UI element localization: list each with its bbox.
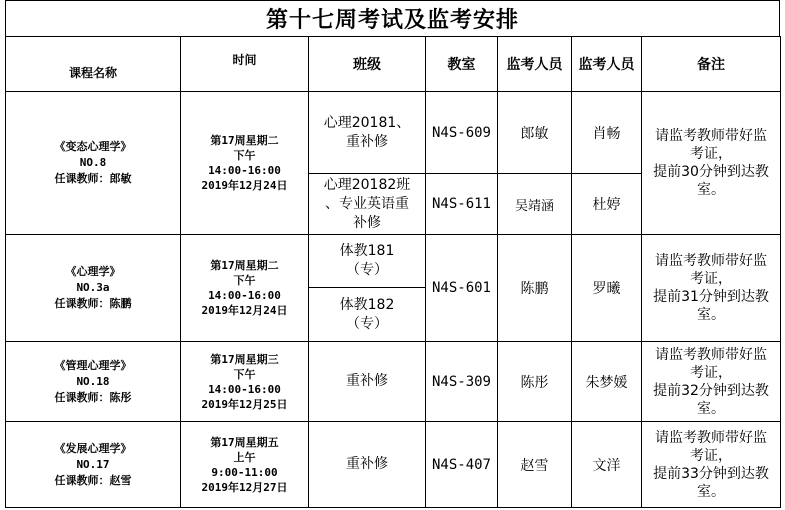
class-cell[interactable]: 重补修 <box>309 342 426 422</box>
time-week: 第17周星期五 <box>210 435 279 449</box>
course-name: 《变态心理学》 <box>54 140 132 153</box>
remark-line: 请监考教师带好监 <box>655 346 767 363</box>
class-line: 体教182 <box>339 296 395 313</box>
header-course[interactable]: 课程名称 <box>6 37 181 92</box>
table-row <box>6 92 781 174</box>
remark-line: 考证， <box>690 146 732 162</box>
invigilator-2-cell[interactable]: 肖畅 <box>572 92 642 174</box>
header-remark[interactable]: 备注 <box>642 37 781 92</box>
class-line: （专） <box>346 315 388 332</box>
remark-line: 提前31分钟到达教 <box>653 289 769 305</box>
time-period: 下午 <box>233 367 256 381</box>
remark-line: 请监考教师带好监 <box>655 253 767 269</box>
time-date: 2019年12月25日 <box>201 397 288 411</box>
exam-schedule-table <box>5 36 781 508</box>
time-date: 2019年12月24日 <box>201 304 288 317</box>
time-period: 上午 <box>233 450 256 464</box>
course-teacher: 任课教师：郎敏 <box>54 172 132 185</box>
course-name: 《发展心理学》 <box>54 441 132 455</box>
class-line: 、专业英语重 <box>325 195 409 212</box>
table-row <box>6 235 781 288</box>
invigilator-1-cell[interactable]: 郎敏 <box>498 92 572 174</box>
course-number: NO.8 <box>79 156 107 169</box>
remark-line: 考证， <box>690 447 732 464</box>
course-cell[interactable] <box>6 235 181 342</box>
invigilator-1-cell[interactable]: 吴靖涵 <box>498 174 572 235</box>
invigilator-1-cell[interactable]: 陈彤 <box>498 342 572 422</box>
remark-line: 提前30分钟到达教 <box>653 164 769 180</box>
course-cell[interactable] <box>6 422 181 508</box>
remark-line: 考证， <box>690 364 732 381</box>
course-teacher: 任课教师：陈鹏 <box>54 297 132 310</box>
class-line: 心理20182班 <box>323 176 411 193</box>
class-line: （专） <box>346 262 388 278</box>
time-week: 第17周星期二 <box>210 259 279 272</box>
course-cell[interactable] <box>6 92 181 235</box>
course-number: NO.18 <box>76 374 110 388</box>
remark-line: 提前32分钟到达教 <box>653 382 769 399</box>
invigilator-1-cell[interactable]: 赵雪 <box>498 422 572 508</box>
course-teacher: 任课教师：陈彤 <box>54 390 132 404</box>
time-period: 下午 <box>233 149 256 162</box>
invigilator-2-cell[interactable]: 杜婷 <box>572 174 642 235</box>
time-date: 2019年12月24日 <box>201 179 288 192</box>
time-week: 第17周星期二 <box>210 134 279 147</box>
room-cell[interactable]: N4S-609 <box>426 92 498 174</box>
time-cell[interactable] <box>181 422 309 508</box>
time-cell[interactable] <box>181 342 309 422</box>
remark-line: 室。 <box>697 400 725 417</box>
time-date: 2019年12月27日 <box>201 480 288 494</box>
table-row <box>6 342 781 422</box>
invigilator-2-cell[interactable]: 文洋 <box>572 422 642 508</box>
page-title: 第十七周考试及监考安排 <box>5 0 780 36</box>
remark-line: 室。 <box>697 182 725 198</box>
remark-cell[interactable] <box>642 342 781 422</box>
invigilator-2-cell[interactable]: 罗曦 <box>572 235 642 342</box>
class-line: 重补修 <box>346 133 388 150</box>
class-line: 体教181 <box>339 243 395 259</box>
room-cell[interactable]: N4S-601 <box>426 235 498 342</box>
room-cell[interactable]: N4S-407 <box>426 422 498 508</box>
header-invigilator-1[interactable]: 监考人员 <box>498 37 572 92</box>
time-range: 14:00-16:00 <box>208 164 281 177</box>
remark-line: 室。 <box>697 307 725 323</box>
remark-cell[interactable] <box>642 235 781 342</box>
remark-line: 提前33分钟到达教 <box>653 465 769 482</box>
class-cell[interactable] <box>309 288 426 342</box>
course-number: NO.3a <box>76 281 110 294</box>
header-row <box>6 37 781 92</box>
remark-cell[interactable] <box>642 92 781 235</box>
time-period: 下午 <box>233 274 256 287</box>
table-row <box>6 422 781 508</box>
room-cell[interactable]: N4S-309 <box>426 342 498 422</box>
class-cell[interactable] <box>309 235 426 288</box>
time-cell[interactable] <box>181 92 309 235</box>
remark-line: 室。 <box>697 483 725 500</box>
course-number: NO.17 <box>76 457 110 471</box>
course-name: 《管理心理学》 <box>54 358 132 372</box>
course-cell[interactable] <box>6 342 181 422</box>
course-teacher: 任课教师：赵雪 <box>54 473 132 487</box>
remark-line: 考证， <box>690 271 732 287</box>
class-line: 心理20181、 <box>323 114 411 131</box>
class-cell[interactable] <box>309 174 426 235</box>
header-time[interactable]: 时间 <box>181 37 309 92</box>
header-class[interactable]: 班级 <box>309 37 426 92</box>
header-invigilator-2[interactable]: 监考人员 <box>572 37 642 92</box>
room-cell[interactable]: N4S-611 <box>426 174 498 235</box>
time-range: 9:00-11:00 <box>211 465 278 479</box>
time-cell[interactable] <box>181 235 309 342</box>
invigilator-2-cell[interactable]: 朱梦媛 <box>572 342 642 422</box>
time-week: 第17周星期三 <box>210 352 279 366</box>
remark-cell[interactable] <box>642 422 781 508</box>
time-range: 14:00-16:00 <box>208 382 281 396</box>
class-line: 补修 <box>353 214 381 231</box>
class-cell[interactable]: 重补修 <box>309 422 426 508</box>
remark-line: 请监考教师带好监 <box>655 429 767 446</box>
remark-line: 请监考教师带好监 <box>655 128 767 144</box>
header-room[interactable]: 教室 <box>426 37 498 92</box>
course-name: 《心理学》 <box>65 265 121 278</box>
invigilator-1-cell[interactable]: 陈鹏 <box>498 235 572 342</box>
time-range: 14:00-16:00 <box>208 289 281 302</box>
class-cell[interactable] <box>309 92 426 174</box>
